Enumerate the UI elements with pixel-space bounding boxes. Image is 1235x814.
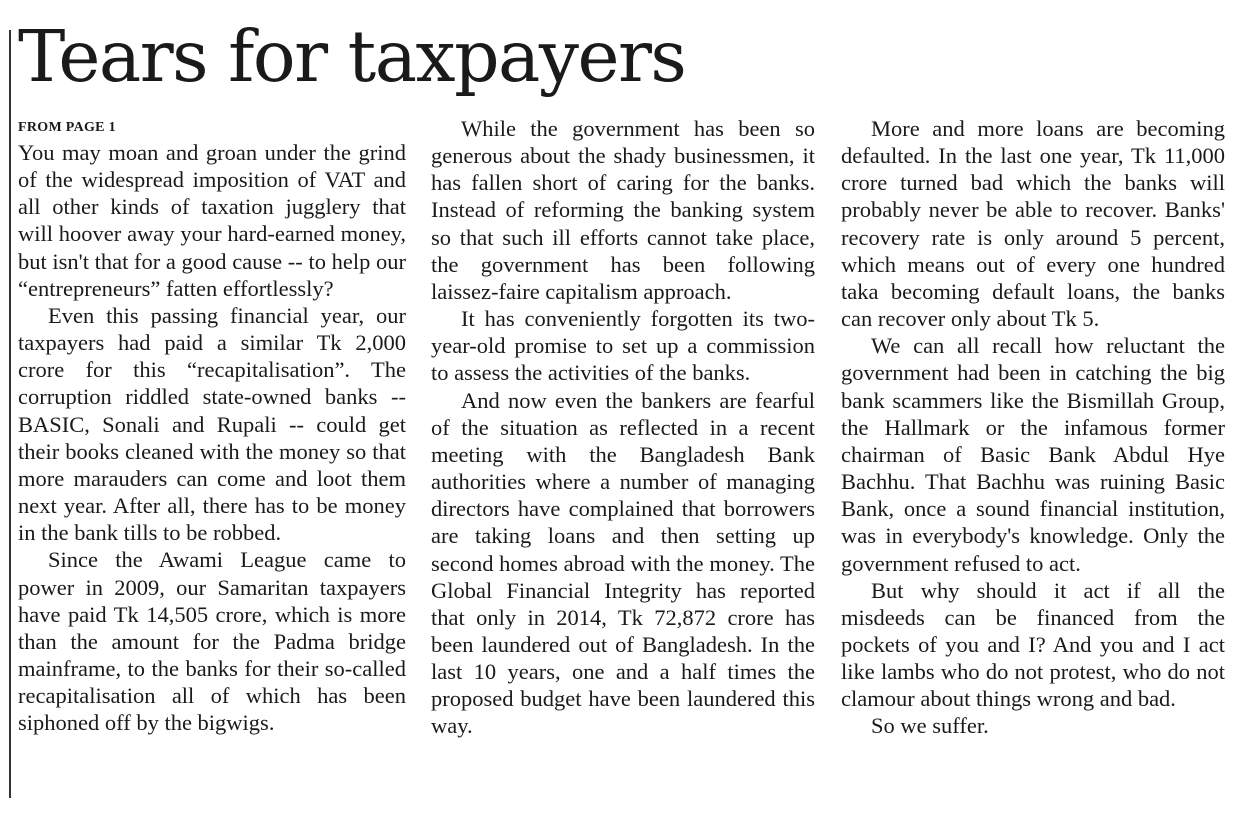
paragraph: While the government has been so generous about the shady businessmen, it has fallen short of caring for the banks. Instead of reforming the banking system so that such ill efforts cannot take place, the government has been following laissez-faire capitalism approach. xyxy=(431,116,815,304)
paragraph: So we suffer. xyxy=(871,713,989,739)
article-column-3 xyxy=(841,115,1225,740)
paragraph: But why should it act if all the misdeeds can be financed from the pockets of you and I? And you and I act like lambs who do not protest, who do not clamour about things wrong and bad. xyxy=(841,577,1225,712)
paragraph: Even this passing financial year, our taxpayers had paid a similar Tk 2,000 crore for this “recapitalisation”. The corruption riddled state-owned banks -- BASIC, Sonali and Rupali -- could get their books cleaned with the money so that more marauders can come and loot them next year. After all, there has to be money in the bank tills to be robbed. xyxy=(18,302,406,546)
paragraph: Since the Awami League came to power in 2009, our Samaritan taxpayers have paid Tk 14,505 crore, which is more than the amount for the Padma bridge mainframe, to the banks for their so-called recapitalisation all of which has been siphoned off by the bigwigs. xyxy=(18,547,406,736)
paragraph: More and more loans are becoming defaulted. In the last one year, Tk 11,000 crore turned bad which the banks will probably never be able to recover. Banks' recovery rate is only around 5 percent, which means out of every one hundred taka becoming default loans, the banks can recover only about Tk 5. xyxy=(841,116,1225,332)
paragraph: And now even the bankers are fearful of the situation as reflected in a recent meeting with the Bangladesh Bank authorities where a number of managing directors have complained that borrowers are taking loans and then setting up second homes abroad with the money. The Global Financial Integrity has reported that only in 2014, Tk 72,872 crore has been laundered out of Bangladesh. In the last 10 years, one and a half times the proposed budget have been laundered this way. xyxy=(431,387,815,739)
paragraph: You may moan and groan under the grind of the widespread imposition of VAT and all other kinds of taxation jugglery that will hoover away your hard-earned money, but isn't that for a good cause -- to help our “entrepreneurs” fatten effortlessly? xyxy=(18,140,406,301)
headline: Tears for taxpayers xyxy=(18,15,686,98)
paragraph: We can all recall how reluctant the government had been in catching the big bank scammers like the Bismillah Group, the Hallmark or the infamous former chairman of Basic Bank Abdul Hye Bachhu. That Bachhu was ruining Basic Bank, once a sound financial institution, was in everybody's knowledge. Only the government refused to act. xyxy=(841,333,1225,576)
article-column-1 xyxy=(18,115,406,736)
paragraph: It has conveniently forgotten its two-year-old promise to set up a commission to assess the activities of the banks. xyxy=(431,306,815,386)
kicker: FROM PAGE 1 xyxy=(18,120,116,135)
column-rule xyxy=(9,30,11,798)
article-column-2 xyxy=(431,115,815,740)
